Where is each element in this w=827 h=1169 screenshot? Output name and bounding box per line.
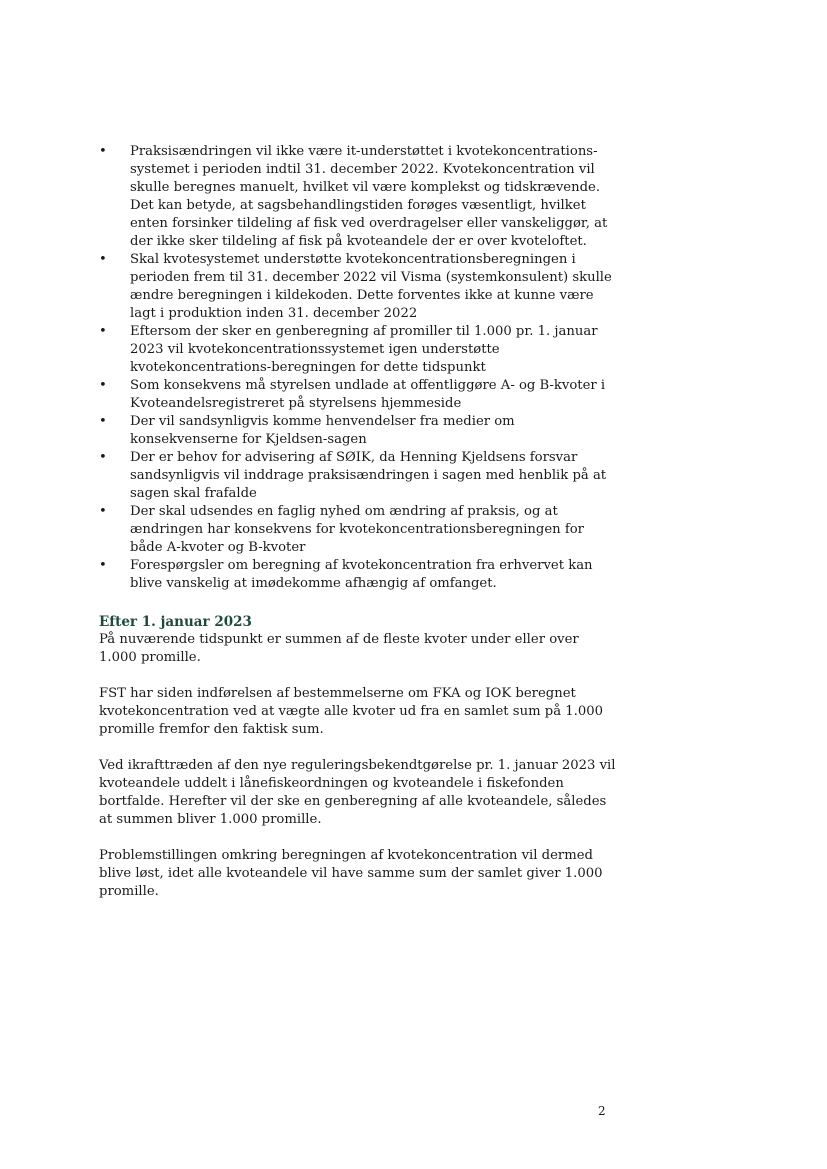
list-item [99, 377, 619, 413]
page-number: 2 [598, 1104, 606, 1118]
document-body [99, 143, 619, 919]
list-item-text: Der vil sandsynligvis komme henvendelser fra medier om konsekvenserne for Kjeldsen-sagen [130, 414, 515, 447]
bullet-marker: • [99, 414, 107, 429]
list-item-text: Skal kvotesystemet understøtte kvotekoncentrationsberegningen i perioden frem til 31. december 2022 vil Visma (systemkonsulent) skulle ændre beregningen i kildekoden. Dette forventes ikke at kunne være lagt i produktion inden 31. december 2022 [130, 252, 612, 321]
list-item-text: Forespørgsler om beregning af kvotekoncentration fra erhvervet kan blive vanskelig at imødekomme afhængig af omfanget. [130, 558, 593, 591]
bullet-marker: • [99, 378, 107, 393]
bullet-marker: • [99, 450, 107, 465]
bullet-marker: • [99, 144, 107, 159]
list-item [99, 143, 619, 251]
list-item [99, 557, 619, 593]
list-item-text: Praksisændringen vil ikke være it-understøttet i kvotekoncentrations-systemet i perioden indtil 31. december 2022. Kvotekoncentration vil skulle beregnes manuelt, hvilket vil være komplekst og tidskrævende. Det kan betyde, at sagsbehandlingstiden forøges væsentligt, hvilket enten forsinker tildeling af fisk ved overdragelser eller vanskeliggør, at der ikke sker tildeling af fisk på kvoteandele der er over kvoteloftet. [130, 144, 608, 249]
paragraph: På nuværende tidspunkt er summen af de fleste kvoter under eller over 1.000 promille. [99, 632, 579, 665]
bullet-marker: • [99, 558, 107, 573]
list-item-text: Der er behov for advisering af SØIK, da Henning Kjeldsens forsvar sandsynligvis vil inddrage praksisændringen i sagen med henblik på at sagen skal frafalde [130, 450, 607, 501]
section-heading: Efter 1. januar 2023 [99, 614, 252, 630]
list-item [99, 503, 619, 557]
bullet-marker: • [99, 324, 107, 339]
paragraph: Ved ikrafttræden af den nye reguleringsbekendtgørelse pr. 1. januar 2023 vil kvoteandele uddelt i lånefiskeordningen og kvoteandele i fiskefonden bortfalde. Herefter vil der ske en genberegning af alle kvoteandele, således at summen bliver 1.000 promille. [99, 758, 616, 827]
paragraph: Problemstillingen omkring beregningen af kvotekoncentration vil dermed blive løst, idet alle kvoteandele vil have samme sum der samlet giver 1.000 promille. [99, 848, 603, 899]
list-item-text: Eftersom der sker en genberegning af promiller til 1.000 pr. 1. januar 2023 vil kvotekoncentrationssystemet igen understøtte kvotekoncentrations-beregningen for dette tidspunkt [130, 324, 598, 375]
list-item [99, 323, 619, 377]
list-item-text: Som konsekvens må styrelsen undlade at offentliggøre A- og B-kvoter i Kvoteandelsregistreret på styrelsens hjemmeside [130, 378, 606, 411]
consequence-list [99, 143, 619, 593]
list-item [99, 449, 619, 503]
list-item [99, 251, 619, 323]
list-item-text: Der skal udsendes en faglig nyhed om ændring af praksis, og at ændringen har konsekvens for kvotekoncentrationsberegningen for både A-kvoter og B-kvoter [130, 504, 584, 555]
list-item [99, 413, 619, 449]
bullet-marker: • [99, 504, 107, 519]
paragraph: FST har siden indførelsen af bestemmelserne om FKA og IOK beregnet kvotekoncentration ved at vægte alle kvoter ud fra en samlet sum på 1.000 promille fremfor den faktisk sum. [99, 686, 604, 737]
bullet-marker: • [99, 252, 107, 267]
